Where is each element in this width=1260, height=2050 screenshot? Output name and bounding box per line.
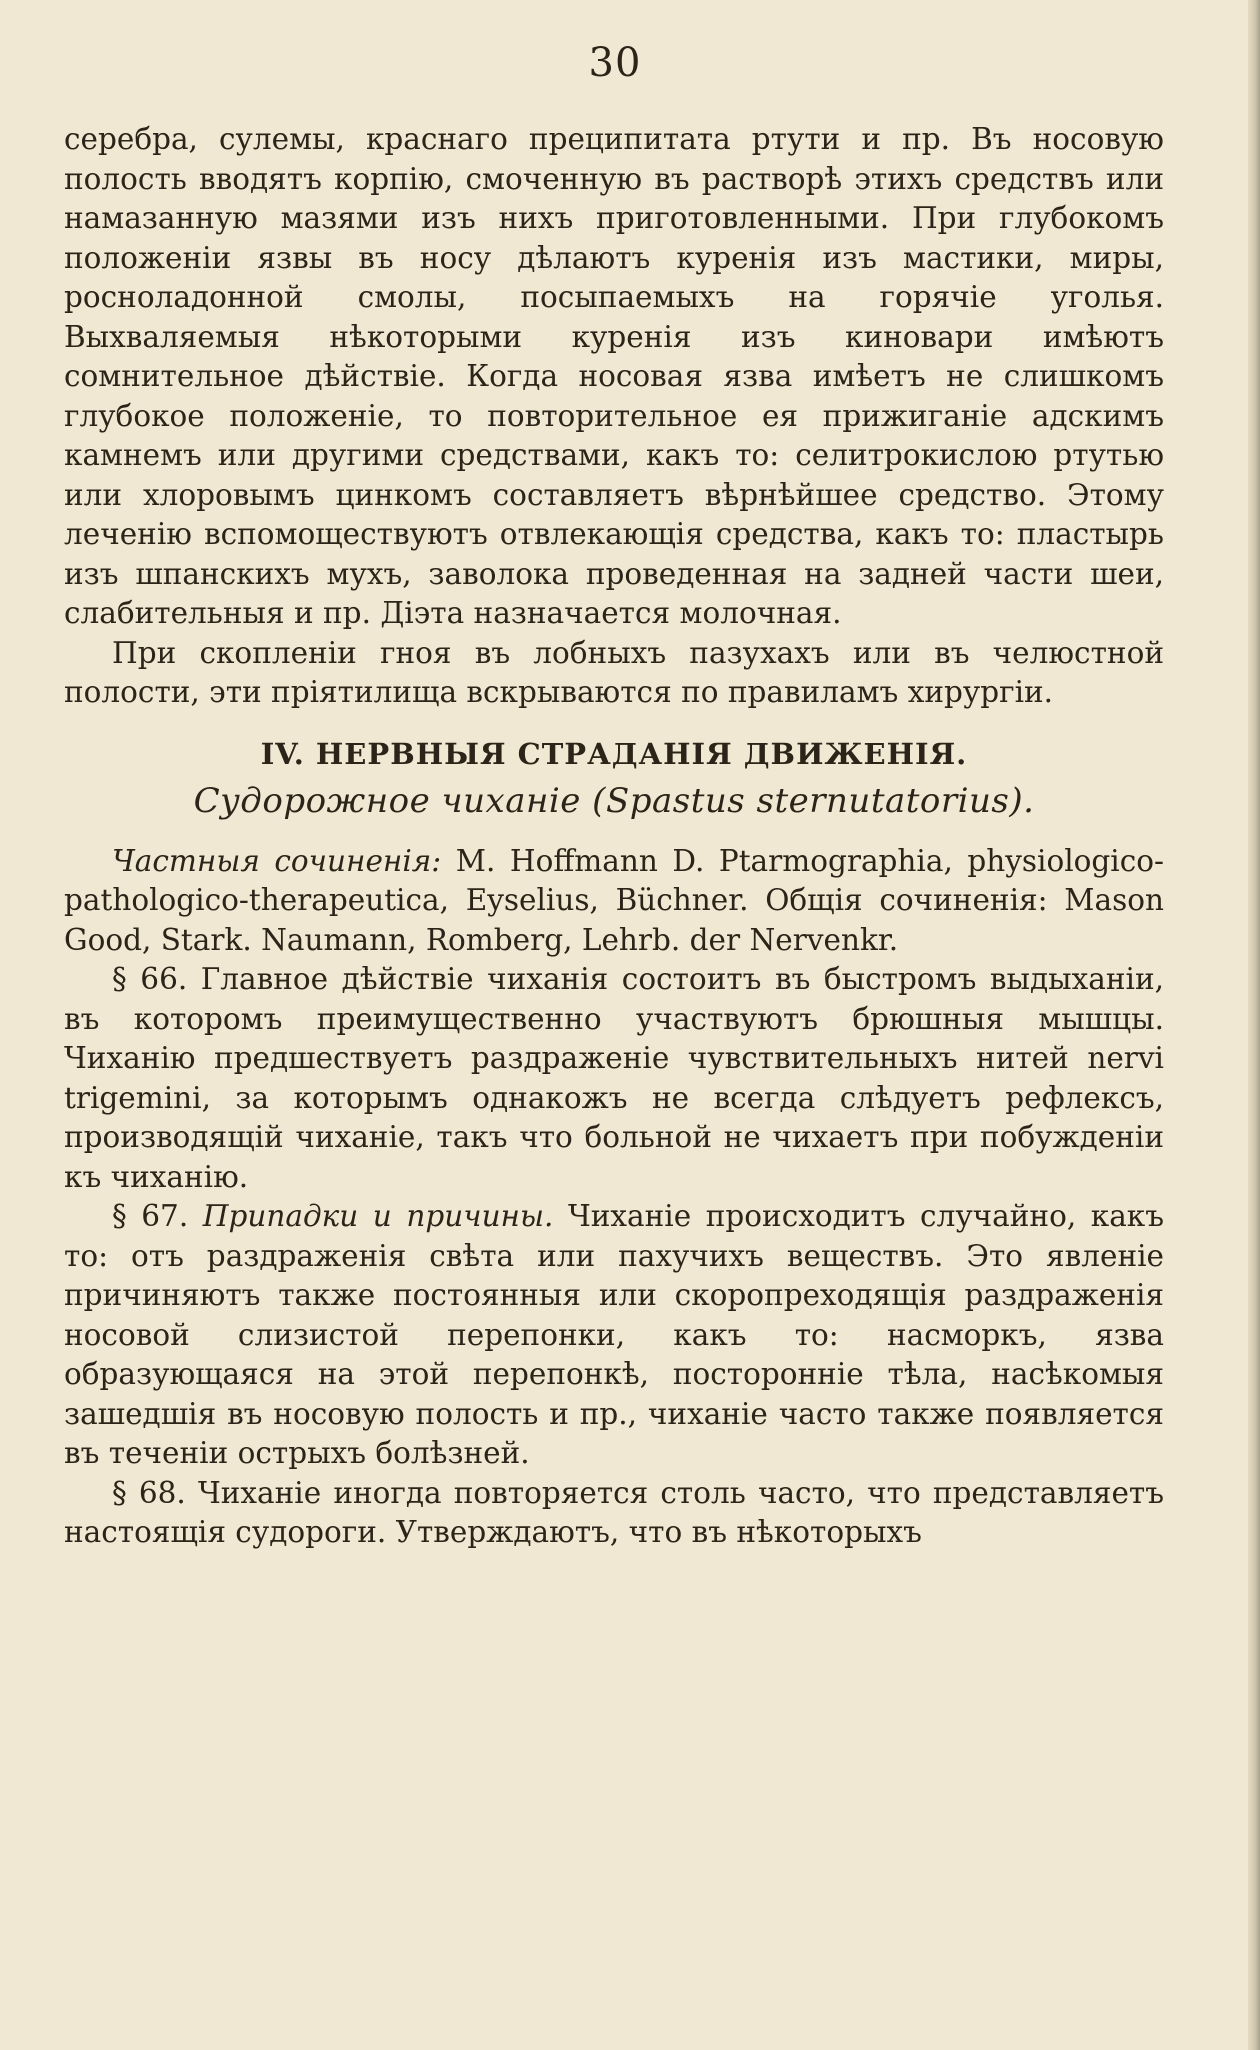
references-paragraph	[64, 842, 1164, 961]
paragraph-continuation: серебра, сулемы, краснаго преципитата ртути и пр. Въ носовую полость вводятъ корпію, смоченную въ растворѣ этихъ средствъ или намазанную мазями изъ нихъ приготовленными. При глубокомъ положеніи язвы въ носу дѣлаютъ куренія изъ мастики, миры, росноладонной смолы, посыпаемыхъ на горячіе уголья. Выхваляемыя нѣкоторыми куренія изъ киновари имѣютъ сомнительное дѣйствіе. Когда носовая язва имѣетъ не слишкомъ глубокое положеніе, то повторительное ея прижиганіе адскимъ камнемъ или другими средствами, какъ то: селитрокислою ртутью или хлоровымъ цинкомъ составляетъ вѣрнѣйшее средство. Этому леченію вспомоществуютъ отвлекающія средства, какъ то: пластырь изъ шпанскихъ мухъ, заволока проведенная на задней части шеи, слабительныя и пр. Діэта назначается молочная.	[64, 122, 1164, 630]
page-number: 30	[588, 40, 642, 86]
page-edge	[1248, 0, 1260, 2050]
paragraph-66: § 66. Главное дѣйствіе чиханія состоитъ въ быстромъ выдыханіи, въ которомъ преимущественно участвуютъ брюшныя мышцы. Чиханію предшествуетъ раздраженіе чувствительныхъ нитей nervi trigemini, за которымъ однакожъ не всегда слѣдуетъ рефлексъ, производящій чиханіе, такъ что больной не чихаетъ при побужденіи къ чиханію.	[64, 962, 1164, 1194]
paragraph-67-title: Припадки и причины.	[202, 1199, 554, 1233]
page-body	[64, 120, 1164, 1553]
disease-title: Судорожное чиханіе (Spastus sternutatorius).	[193, 781, 1035, 821]
references-text: M. Hoffmann D. Ptarmographia, physiologico-pathologico-therapeutica, Eyselius, Büchner. Общія сочиненія: Mason Good, Stark. Naumann, Romberg, Lehrb. der Nervenkr.	[64, 843, 1164, 957]
section-heading: IV. НЕРВНЫЯ СТРАДАНІЯ ДВИЖЕНІЯ.	[260, 736, 968, 771]
paragraph-67	[64, 1197, 1164, 1474]
references-label: Частныя сочиненія:	[112, 843, 442, 878]
paragraph-67-number: § 67.	[112, 1199, 203, 1233]
paragraph-sinus: При скопленіи гноя въ лобныхъ пазухахъ или въ челюстной полости, эти пріятилища вскрываются по правиламъ хирургіи.	[64, 635, 1164, 709]
paragraph-67-text: Чиханіе происходитъ случайно, какъ то: отъ раздраженія свѣта или пахучихъ веществъ. Это явленіе причиняютъ также постоянныя или скоропреходящія раздраженія носовой слизистой перепонки, какъ то: насморкъ, язва образующаяся на этой перепонкѣ, посторонніе тѣла, насѣкомыя зашедшія въ носовую полость и пр., чиханіе часто также появляется въ теченіи острыхъ болѣзней.	[64, 1199, 1164, 1470]
paragraph-68: § 68. Чиханіе иногда повторяется столь часто, что представляетъ настоящія судороги. Утверждаютъ, что въ нѣкоторыхъ	[64, 1475, 1164, 1549]
